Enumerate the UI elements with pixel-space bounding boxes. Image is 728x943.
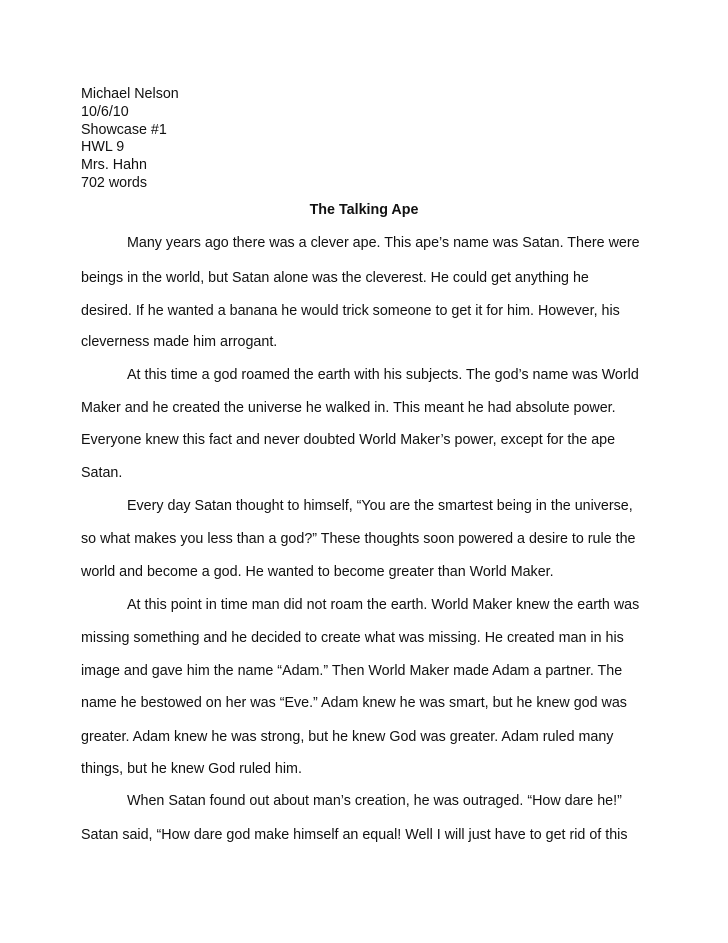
teacher-name: Mrs. Hahn [81,157,147,174]
document-title: The Talking Ape [309,202,419,218]
body-line: When Satan found out about man’s creation, he was outraged. “How dare he!” [127,793,622,809]
body-line: cleverness made him arrogant. [81,334,278,350]
body-line: Many years ago there was a clever ape. This ape’s name was Satan. There were [127,235,640,251]
document-header [81,86,179,193]
body-line: Satan. [81,465,123,481]
author-name: Michael Nelson [81,86,179,102]
body-line: Satan said, “How dare god make himself an equal! Well I will just have to get rid of this [81,827,628,843]
body-line: beings in the world, but Satan alone was the cleverest. He could get anything he [81,270,589,286]
class-name: HWL 9 [81,139,125,156]
body-line: name he bestowed on her was “Eve.” Adam knew he was smart, but he knew god was [81,695,627,711]
body-line: so what makes you less than a god?” These thoughts soon powered a desire to rule the [81,531,636,547]
body-line: desired. If he wanted a banana he would trick someone to get it for him. However, his [81,303,620,319]
body-line: image and gave him the name “Adam.” Then World Maker made Adam a partner. The [81,663,623,679]
body-line: At this point in time man did not roam the earth. World Maker knew the earth was [127,597,640,613]
assignment-name: Showcase #1 [81,121,167,138]
body-line: Maker and he created the universe he walked in. This meant he had absolute power. [81,400,616,416]
body-line: things, but he knew God ruled him. [81,761,302,777]
body-line: At this time a god roamed the earth with his subjects. The god’s name was World [127,367,639,383]
body-line: world and become a god. He wanted to become greater than World Maker. [81,564,554,580]
document-date: 10/6/10 [81,103,129,120]
body-line: Every day Satan thought to himself, “You are the smartest being in the universe, [127,498,633,514]
body-line: missing something and he decided to create what was missing. He created man in his [81,630,624,646]
word-count: 702 words [81,174,147,191]
body-line: Everyone knew this fact and never doubted World Maker’s power, except for the ape [81,432,616,448]
body-line: greater. Adam knew he was strong, but he knew God was greater. Adam ruled many [81,729,614,745]
